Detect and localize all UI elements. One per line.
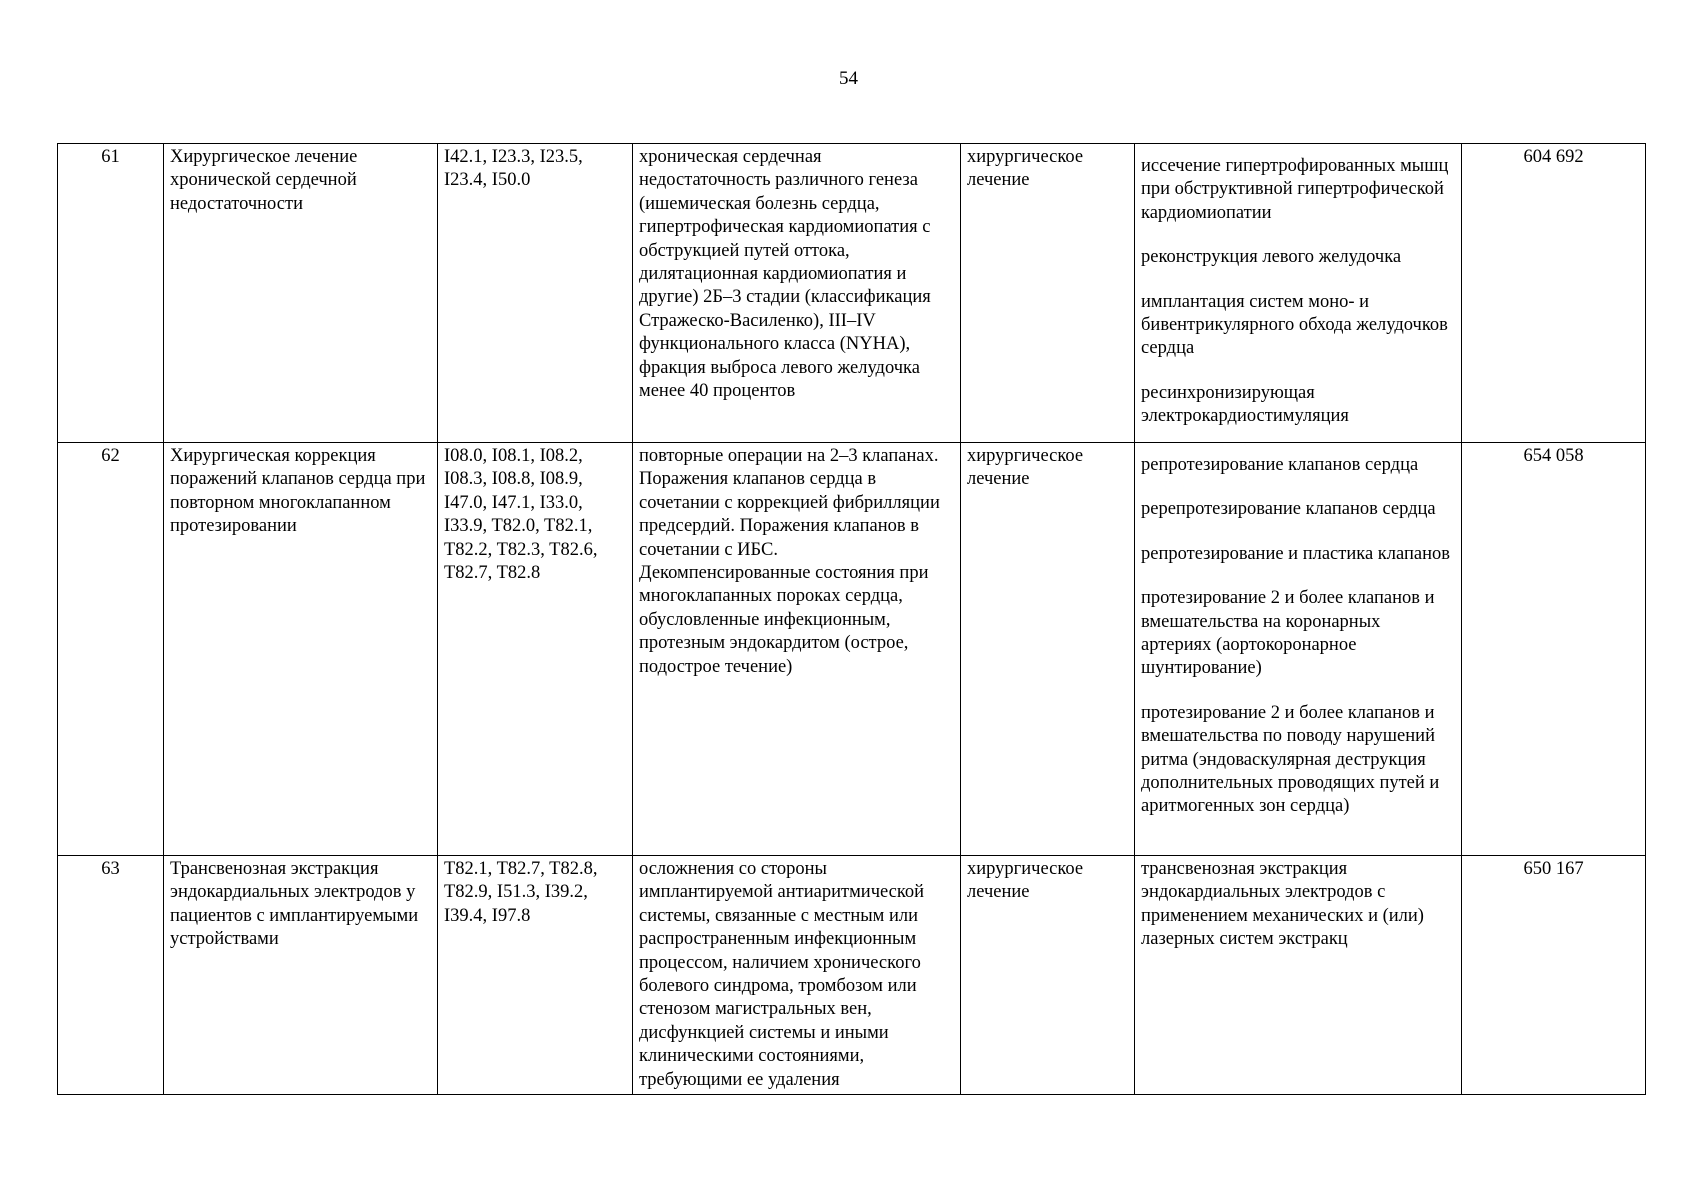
patient-model: хроническая сердечная недостаточность различного генеза (ишемическая болезнь сердца, гипертрофическая кардиомиопатия с обструкцией путей оттока, дилятационная кардиомиопатия и другие) 2Б–3 стадии (классификация Стражеско-Василенко), III–IV функционального класса (NYHA), фракция выброса левого желудочка менее 40 процентов — [633, 144, 961, 443]
cost-value: 604 692 — [1462, 144, 1646, 443]
care-type-name: Хирургическое лечение хронической сердечной недостаточности — [164, 144, 438, 443]
treatment-type: хирургическое лечение — [961, 856, 1135, 1095]
method-item: имплантация систем моно- и бивентрикулярного обхода желудочков сердца — [1141, 291, 1448, 359]
method-item: трансвенозная экстракция эндокардиальных электродов с применением механических и (или) лазерных систем экстракц — [1141, 859, 1424, 950]
icd-codes: I42.1, I23.3, I23.5, I23.4, I50.0 — [438, 144, 633, 443]
patient-model: осложнения со стороны имплантируемой антиаритмической системы, связанные с местным или распространенным инфекционным процессом, наличием хронического болевого синдрома, тромбозом или стенозом магистральных вен, дисфункцией системы и иными клиническими состояниями, требующими ее удаления — [633, 856, 961, 1095]
method-item: репротезирование и пластика клапанов — [1141, 543, 1450, 564]
row-number: 62 — [58, 443, 164, 856]
method-item: репротезирование клапанов сердца — [1141, 455, 1419, 475]
treatment-methods — [1135, 443, 1462, 856]
treatment-methods — [1135, 856, 1462, 1095]
table-row — [58, 144, 1646, 443]
method-item: ресинхронизирующая электрокардиостимуляция — [1141, 382, 1349, 427]
method-item: протезирование 2 и более клапанов и вмешательства по поводу нарушений ритма (эндоваскулярная деструкция дополнительных проводящих путей и аритмогенных зон сердца) — [1141, 702, 1440, 817]
row-number: 63 — [58, 856, 164, 1095]
table-row — [58, 443, 1646, 856]
method-item: ререпротезирование клапанов сердца — [1141, 499, 1436, 520]
methods-list — [1141, 858, 1455, 952]
patient-model: повторные операции на 2–3 клапанах. Поражения клапанов сердца в сочетании с коррекцией фибрилляции предсердий. Поражения клапанов в сочетании с ИБС. Декомпенсированные состояния при многоклапанных пороках сердца, обусловленные инфекционным, протезным эндокардитом (острое, подострое течение) — [633, 443, 961, 856]
methods-list — [1141, 445, 1455, 819]
medical-care-table — [57, 143, 1646, 1095]
care-type-name: Трансвенозная экстракция эндокардиальных электродов у пациентов с имплантируемыми устройствами — [164, 856, 438, 1095]
row-number: 61 — [58, 144, 164, 443]
cost-value: 650 167 — [1462, 856, 1646, 1095]
page-number: 54 — [839, 68, 858, 89]
method-item: протезирование 2 и более клапанов и вмешательства на коронарных артериях (аортокоронарное шунтирование) — [1141, 588, 1435, 679]
treatment-type: хирургическое лечение — [961, 443, 1135, 856]
methods-list — [1141, 146, 1455, 429]
method-item: иссечение гипертрофированных мышц при обструктивной гипертрофической кардиомиопатии — [1141, 156, 1449, 223]
icd-codes: T82.1, T82.7, T82.8, T82.9, I51.3, I39.2, I39.4, I97.8 — [438, 856, 633, 1095]
method-item: реконструкция левого желудочка — [1141, 247, 1402, 268]
treatment-type: хирургическое лечение — [961, 144, 1135, 443]
treatment-methods — [1135, 144, 1462, 443]
care-type-name: Хирургическая коррекция поражений клапанов сердца при повторном многоклапанном протезировании — [164, 443, 438, 856]
cost-value: 654 058 — [1462, 443, 1646, 856]
table-row — [58, 856, 1646, 1095]
icd-codes: I08.0, I08.1, I08.2, I08.3, I08.8, I08.9, I47.0, I47.1, I33.0, I33.9, T82.0, T82.1, T82.2, T82.3, T82.6, T82.7, T82.8 — [438, 443, 633, 856]
